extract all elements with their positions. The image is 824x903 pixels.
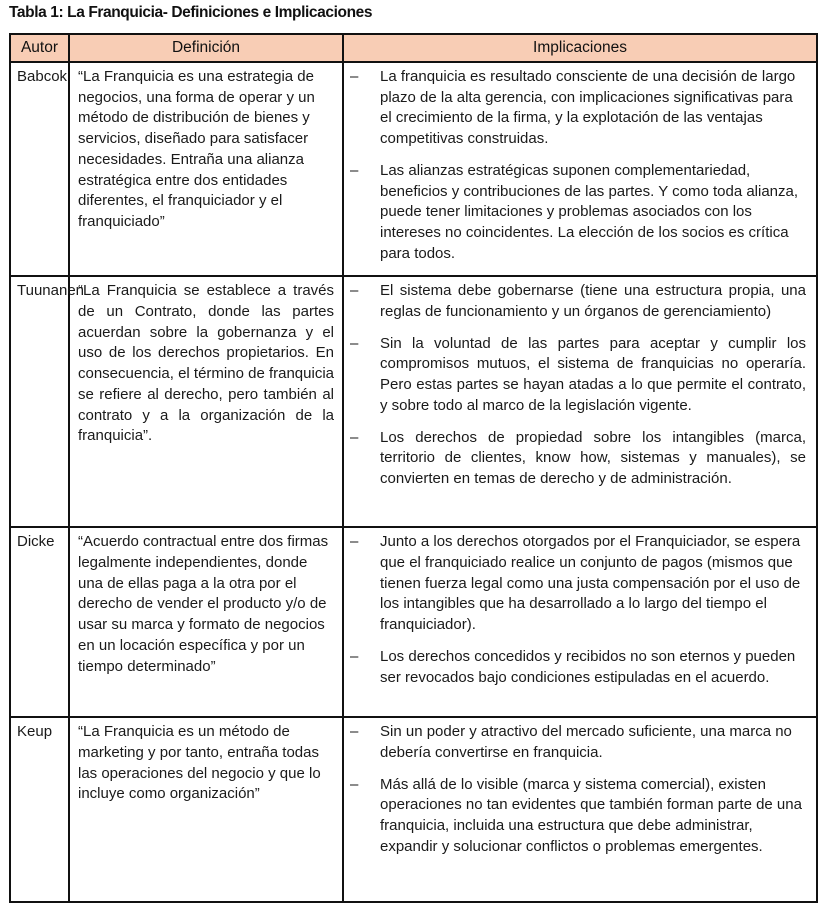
author-cell: Babcok [10, 62, 69, 276]
implications-cell [343, 276, 817, 527]
implication-item [350, 334, 806, 417]
implication-item [350, 428, 806, 490]
definition-cell: “La Franquicia se establece a través de un Contrato, donde las partes acuerdan sobre la gobernanza y el uso de los derechos propietarios. En consecuencia, el término de franquicia se refiere al derecho, pero también al contrato y a la organización de la franquicia”. [69, 276, 343, 527]
implications-cell [343, 62, 817, 276]
dash-bullet: – [350, 647, 359, 665]
implications-cell [343, 717, 817, 902]
implication-text: Sin la voluntad de las partes para aceptar y cumplir los compromisos mutuos, el sistema de franquicias no operaría. Pero estas partes se hayan atadas a lo que permite el contrato, y sobre todo al marco de la legislación vigente. [380, 334, 806, 414]
dash-bullet: – [350, 68, 359, 85]
column-header-autor: Autor [10, 34, 69, 62]
franchise-definitions-table [9, 33, 818, 903]
dash-bullet: – [350, 775, 359, 793]
dash-bullet: – [350, 723, 359, 741]
dash-bullet: – [350, 533, 359, 551]
column-header-definicion: Definición [69, 34, 343, 62]
implication-text: Más allá de lo visible (marca y sistema comercial), existen operaciones no tan evidentes que también forman parte de una franquicia, incluida una estructura que debe administrar, expandir y solucionar conflictos o problemas emergentes. [380, 775, 802, 855]
table-title: Tabla 1: La Franquicia- Definiciones e Implicaciones [9, 4, 373, 21]
definition-cell: “La Franquicia es una estrategia de negocios, una forma de operar y un método de distribución de bienes y servicios, diseñado para satisfacer necesidades. Entraña una alianza estratégica entre dos entidades diferentes, el franquiciador y el franquiciado” [69, 62, 343, 276]
definition-cell: “Acuerdo contractual entre dos firmas legalmente independientes, donde una de ellas paga a la otra por el derecho de vender el producto y/o de usar su marca y formato de negocios en un locación específica y por un tiempo determinado” [69, 527, 343, 717]
table-header-row [10, 34, 817, 62]
implications-cell [343, 527, 817, 717]
table-row [10, 62, 817, 276]
table-row [10, 276, 817, 527]
implication-item [350, 532, 806, 636]
table-row [10, 717, 817, 902]
column-header-implicaciones: Implicaciones [343, 34, 817, 62]
author-cell: Tuunanen [10, 276, 69, 527]
implication-text: Los derechos concedidos y recibidos no son eternos y pueden ser revocados bajo condiciones estipuladas en el acuerdo. [380, 647, 796, 686]
dash-bullet: – [350, 428, 359, 446]
implication-item [350, 161, 806, 265]
author-cell: Dicke [10, 527, 69, 717]
dash-bullet: – [350, 334, 359, 352]
author-cell: Keup [10, 717, 69, 902]
implication-item [350, 775, 806, 858]
table-row [10, 527, 817, 717]
dash-bullet: – [350, 161, 359, 179]
implication-item [350, 67, 806, 150]
implication-text: Junto a los derechos otorgados por el Franquiciador, se espera que el franquiciado realice un conjunto de pagos (mismos que tienen fuerza legal como una justa compensación por el uso de los intangibles que ha desarrollado a lo largo del tiempo el franquiciador). [380, 533, 801, 634]
implication-item [350, 647, 806, 688]
implication-text: Los derechos de propiedad sobre los intangibles (marca, territorio de clientes, know how, sistemas y manuales), se convierten en temas de derecho y de administración. [380, 428, 806, 487]
implication-text: La franquicia es resultado consciente de una decisión de largo plazo de la alta gerencia, con implicaciones significativas para el crecimiento de la firma, y la explotación de las ventajas competitivas construidas. [380, 68, 796, 148]
implication-item [350, 722, 806, 763]
implication-item [350, 281, 806, 322]
implication-text: Sin un poder y atractivo del mercado suficiente, una marca no debería convertirse en franquicia. [380, 723, 792, 762]
dash-bullet: – [350, 282, 359, 300]
implication-text: Las alianzas estratégicas suponen complementariedad, beneficios y contribuciones de las partes. Y como toda alianza, puede tener limitaciones y problemas asociados con los intereses no coincidentes. La elección de los socios es crítica para todos. [380, 161, 799, 262]
definition-cell: “La Franquicia es un método de marketing y por tanto, entraña todas las operaciones del negocio y que lo incluye como organización” [69, 717, 343, 902]
implication-text: El sistema debe gobernarse (tiene una estructura propia, una reglas de funcionamiento y un órganos de gerenciamiento) [380, 282, 806, 321]
